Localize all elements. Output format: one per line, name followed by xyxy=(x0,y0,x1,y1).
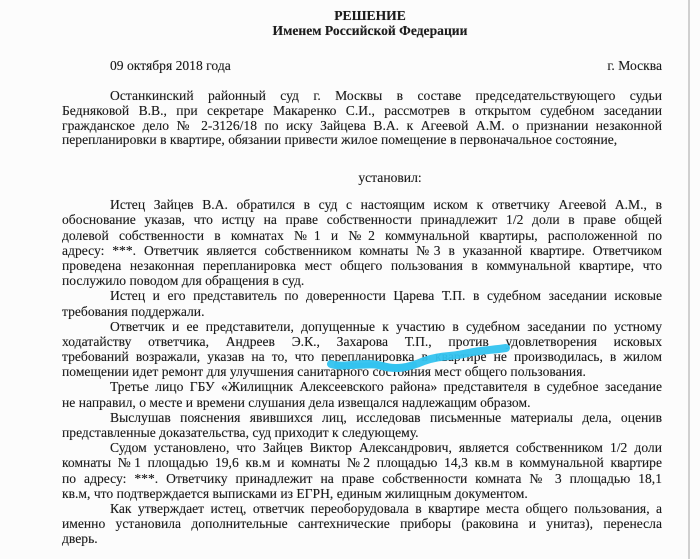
text-line: Судом установлено, что Зайцев Виктор Александрович, является собственником 1/2 доли xyxy=(110,440,662,456)
text-line: помещении идет ремонт для улучшения санитарного состояния мест общего пользования. xyxy=(62,364,586,380)
text-line: Истец и его представитель по доверенности Царева Т.П. в судебном заседании исковые xyxy=(110,288,662,304)
text-line: дверь. xyxy=(62,531,98,547)
text-line: проведена незаконная перепланировка мест общего пользования в коммунальной квартире, что xyxy=(62,257,662,273)
text-line: требований возражали, указав на то, что перепланировка в квартире не производилась, в жилом xyxy=(62,349,662,365)
text-line: Истец Зайцев В.А. обратился в суд с настоящим иском к ответчику Агеевой А.М., в xyxy=(110,197,662,213)
document-title: РЕШЕНИЕ xyxy=(334,8,406,23)
text-line: послужило поводом для обращения в суд. xyxy=(62,273,305,289)
text-line: Третье лицо ГБУ «Жилищник Алексеевского района» представителя в судебное заседание xyxy=(110,379,662,395)
text-line: Останкинский районный суд г. Москвы в составе председательствующего судьи xyxy=(110,88,662,103)
decision-date: 09 октября 2018 года xyxy=(110,58,231,73)
paragraph xyxy=(62,379,662,409)
scan-edge-line xyxy=(688,0,690,559)
text-line: комнаты №1 площадью 19,6 кв.м и комнаты №2 площадью 14,3 кв.м в коммунальной квартире xyxy=(62,455,662,471)
text-line: Как утверждает истец, ответчик переоборудовала в квартире места общего пользования, а xyxy=(110,500,662,516)
text-line: по адресу: ***. Ответчику принадлежит на праве собственности комната № 3 площадью 18,1 xyxy=(62,470,662,486)
text-line: Ответчик и ее представители, допущенные к участию в судебном заседании по устному xyxy=(110,318,662,334)
decision-city: г. Москва xyxy=(607,58,662,73)
text-line: именно установила дополнительные сантехнические приборы (раковина и унитаз), перенесла xyxy=(62,516,662,532)
paragraph xyxy=(62,440,662,501)
paragraph xyxy=(62,197,662,288)
date-row xyxy=(62,58,662,73)
text-line: гражданское дело № 2-3126/18 по иску Зайцева В.А. к Агеевой А.М. о признании незаконной xyxy=(62,117,662,133)
text-line: адресу: ***. Ответчик является собственником комнаты №3 в указанной квартире. Ответчиком xyxy=(62,242,662,258)
text-line: перепланировки в квартире, обязании привести жилое помещение в первоначальное состояние, xyxy=(62,132,618,148)
text-line: Выслушав пояснения явившихся лиц, исследовав письменные материалы дела, оценив xyxy=(110,409,662,425)
decision-body xyxy=(62,197,662,546)
text-line: ходатайству ответчика, Андреев Э.К., Захарова Т.П., против удовлетворения исковых xyxy=(62,333,662,349)
text-line: долевой собственности в комнатах №1 и №2 коммунальной квартиры, расположенной по xyxy=(62,227,662,243)
paragraph xyxy=(62,501,662,547)
paragraph xyxy=(62,319,662,380)
paragraph xyxy=(62,410,662,440)
text-line: представленные доказательства, суд приходит к следующему. xyxy=(62,425,419,440)
text-line: требования поддержали. xyxy=(62,303,205,319)
text-line: кв.м, что подтверждается выписками из ЕГРН, единым жилищным документом. xyxy=(62,485,528,501)
text-line: не направил, о месте и времени слушания дела извещался надлежащим образом. xyxy=(62,394,531,410)
case-intro xyxy=(62,89,662,148)
text-line: обоснование указав, что истцу на праве собственности принадлежит 1/2 доли в праве общей xyxy=(62,212,662,228)
document-subtitle: Именем Российской Федерации xyxy=(272,23,468,38)
text-line: Бедняковой В.В., при секретаре Макаренко С.И., рассмотрев в открытом судебном заседании xyxy=(62,102,662,118)
paragraph xyxy=(62,89,662,148)
paragraph xyxy=(62,288,662,318)
established-heading: установил: xyxy=(358,170,422,186)
